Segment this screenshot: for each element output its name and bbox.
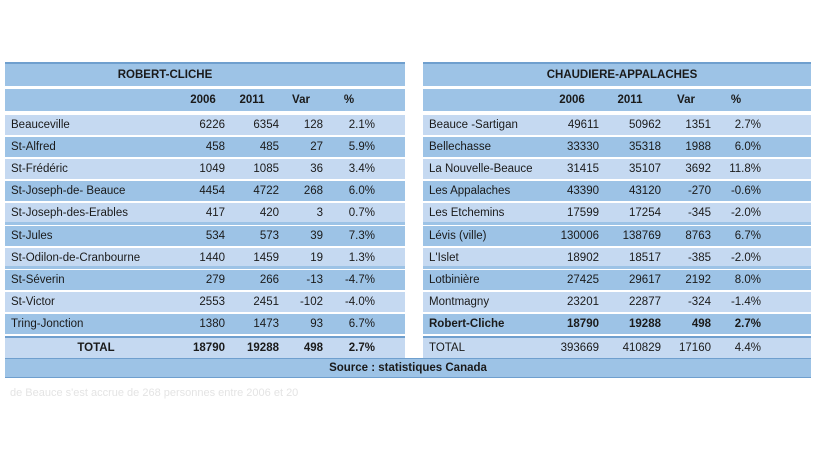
table-row xyxy=(423,203,811,223)
group-separator xyxy=(5,222,405,225)
row-2011: 17254 xyxy=(629,207,661,219)
row-2011: 29617 xyxy=(629,274,661,286)
row-pct: 2.7% xyxy=(734,119,761,131)
row-pct: 2.7% xyxy=(734,318,761,330)
row-name: Montmagny xyxy=(429,296,490,308)
panel-title: ROBERT-CLICHE xyxy=(117,69,213,81)
table-row xyxy=(5,270,405,290)
row-2006: 4454 xyxy=(199,185,225,197)
row-2011: 420 xyxy=(259,207,279,219)
row-name: St-Joseph-des-Érables xyxy=(11,207,128,219)
header-pct: % xyxy=(730,94,742,106)
row-2006: 417 xyxy=(205,207,225,219)
row-2011: 19288 xyxy=(629,318,661,330)
group-separator xyxy=(5,266,405,269)
row-var: 498 xyxy=(691,318,711,330)
row-2011: 50962 xyxy=(629,119,661,131)
table-row xyxy=(5,314,405,334)
row-pct: 6.7% xyxy=(348,318,375,330)
row-2006: 279 xyxy=(205,274,225,286)
row-pct: 3.4% xyxy=(348,163,375,175)
row-pct: 0.7% xyxy=(348,207,375,219)
total-var: 498 xyxy=(303,342,323,354)
table-row xyxy=(5,137,405,157)
robert-cliche-panel xyxy=(5,62,405,334)
row-2011: 266 xyxy=(259,274,279,286)
row-name: Bellechasse xyxy=(429,141,492,153)
total-row-robert-cliche xyxy=(5,336,405,358)
row-2011: 4722 xyxy=(253,185,279,197)
row-2011: 485 xyxy=(259,141,279,153)
table-row xyxy=(5,181,405,201)
row-pct: 6.0% xyxy=(348,185,375,197)
row-pct: 11.8% xyxy=(729,163,761,175)
row-name: Tring-Jonction xyxy=(11,318,84,330)
table-row xyxy=(423,181,811,201)
row-var: -270 xyxy=(687,185,711,197)
row-2006: 130006 xyxy=(560,230,599,242)
table-row xyxy=(423,248,811,268)
row-name: Les Etchemins xyxy=(429,207,505,219)
row-pct: 6.7% xyxy=(734,230,761,242)
header-var: Var xyxy=(677,94,695,106)
row-pct: 2.1% xyxy=(348,119,375,131)
row-var: 8763 xyxy=(685,230,711,242)
total-label: TOTAL xyxy=(77,342,115,354)
row-2006: 2553 xyxy=(199,296,225,308)
chaudiere-appalaches-panel xyxy=(423,62,811,334)
total-2011: 19288 xyxy=(247,342,279,354)
row-2011: 6354 xyxy=(253,119,279,131)
row-var: 2192 xyxy=(685,274,711,286)
header-2011: 2011 xyxy=(617,94,643,106)
row-name: St-Séverin xyxy=(11,274,65,286)
group-separator xyxy=(423,266,811,269)
row-2006: 18902 xyxy=(567,252,599,264)
total-row-chaudiere-appalaches xyxy=(423,336,811,358)
row-var: -385 xyxy=(687,252,711,264)
row-pct: -1.4% xyxy=(730,296,761,308)
table-row xyxy=(423,270,811,290)
row-var: 27 xyxy=(310,141,323,153)
row-var: 128 xyxy=(303,119,323,131)
row-var: -13 xyxy=(306,274,323,286)
table-row xyxy=(423,314,811,334)
row-pct: -4.7% xyxy=(344,274,375,286)
row-2006: 534 xyxy=(205,230,225,242)
row-var: 3692 xyxy=(685,163,711,175)
header-2006: 2006 xyxy=(190,94,216,106)
row-2011: 1473 xyxy=(253,318,279,330)
row-2006: 31415 xyxy=(567,163,599,175)
row-2006: 17599 xyxy=(567,207,599,219)
panel-title-row xyxy=(5,62,405,86)
row-2006: 33330 xyxy=(567,141,599,153)
row-2011: 2451 xyxy=(253,296,279,308)
table-row xyxy=(5,226,405,246)
row-2006: 6226 xyxy=(199,119,225,131)
row-var: 1988 xyxy=(685,141,711,153)
row-var: 3 xyxy=(316,207,323,219)
row-name: L'Islet xyxy=(429,252,459,264)
table-row xyxy=(423,292,811,312)
source-note: Source : statistiques Canada xyxy=(5,358,811,378)
total-pct: 4.4% xyxy=(734,342,761,354)
header-pct: % xyxy=(343,94,355,106)
table-row xyxy=(423,137,811,157)
row-pct: -4.0% xyxy=(344,296,375,308)
total-2011: 410829 xyxy=(622,342,661,354)
table-row xyxy=(423,159,811,179)
row-var: -102 xyxy=(299,296,323,308)
row-pct: -0.6% xyxy=(730,185,761,197)
row-2006: 49611 xyxy=(567,119,599,131)
row-var: 39 xyxy=(310,230,323,242)
table-row xyxy=(5,203,405,223)
row-2006: 458 xyxy=(205,141,225,153)
total-label: TOTAL xyxy=(429,342,465,354)
row-2011: 138769 xyxy=(622,230,661,242)
row-2006: 27425 xyxy=(567,274,599,286)
row-2011: 573 xyxy=(259,230,279,242)
row-name: Lotbinière xyxy=(429,274,480,286)
row-name: Beauce -Sartigan xyxy=(429,119,518,131)
row-pct: 5.9% xyxy=(348,141,375,153)
row-pct: 6.0% xyxy=(734,141,761,153)
table-row xyxy=(5,115,405,135)
row-2006: 1380 xyxy=(199,318,225,330)
row-2011: 18517 xyxy=(629,252,661,264)
group-separator xyxy=(423,222,811,225)
row-2011: 35318 xyxy=(629,141,661,153)
row-pct: 8.0% xyxy=(734,274,761,286)
row-2011: 43120 xyxy=(629,185,661,197)
row-var: 1351 xyxy=(685,119,711,131)
row-name: St-Odilon-de-Cranbourne xyxy=(11,252,141,264)
table-row xyxy=(5,292,405,312)
total-2006: 393669 xyxy=(560,342,599,354)
table-row xyxy=(423,115,811,135)
header-row xyxy=(423,89,811,111)
table-row xyxy=(5,248,405,268)
panel-title-row xyxy=(423,62,811,86)
table-row xyxy=(423,226,811,246)
row-2011: 22877 xyxy=(629,296,661,308)
row-2011: 35107 xyxy=(629,163,661,175)
row-var: 36 xyxy=(310,163,323,175)
row-pct: -2.0% xyxy=(730,252,761,264)
row-name: Robert-Cliche xyxy=(429,318,505,330)
row-name: Lévis (ville) xyxy=(429,230,487,242)
row-2011: 1459 xyxy=(253,252,279,264)
row-name: St-Alfred xyxy=(11,141,56,153)
header-row xyxy=(5,89,405,111)
total-var: 17160 xyxy=(679,342,711,354)
population-table xyxy=(5,62,811,374)
row-name: St-Jules xyxy=(11,230,53,242)
row-pct: 1.3% xyxy=(348,252,375,264)
row-name: La Nouvelle-Beauce xyxy=(429,163,533,175)
row-2006: 43390 xyxy=(567,185,599,197)
row-var: 19 xyxy=(310,252,323,264)
header-2011: 2011 xyxy=(239,94,265,106)
table-row xyxy=(5,159,405,179)
row-name: Les Appalaches xyxy=(429,185,511,197)
row-name: St-Victor xyxy=(11,296,55,308)
row-name: Beauceville xyxy=(11,119,70,131)
row-var: 93 xyxy=(310,318,323,330)
row-pct: 7.3% xyxy=(348,230,375,242)
background-text: de Beauce s'est accrue de 268 personnes entre 2006 et 20 xyxy=(10,387,299,399)
row-2006: 23201 xyxy=(567,296,599,308)
header-var: Var xyxy=(292,94,310,106)
panel-title: CHAUDIÈRE-APPALACHES xyxy=(546,69,698,81)
total-2006: 18790 xyxy=(193,342,225,354)
row-2006: 18790 xyxy=(567,318,599,330)
row-var: -345 xyxy=(687,207,711,219)
total-pct: 2.7% xyxy=(348,342,375,354)
row-2006: 1049 xyxy=(199,163,225,175)
row-var: 268 xyxy=(303,185,323,197)
row-2011: 1085 xyxy=(253,163,279,175)
row-var: -324 xyxy=(687,296,711,308)
row-pct: -2.0% xyxy=(730,207,761,219)
row-2006: 1440 xyxy=(199,252,225,264)
row-name: St-Frédéric xyxy=(11,163,68,175)
header-2006: 2006 xyxy=(559,94,585,106)
row-name: St-Joseph-de- Beauce xyxy=(11,185,126,197)
